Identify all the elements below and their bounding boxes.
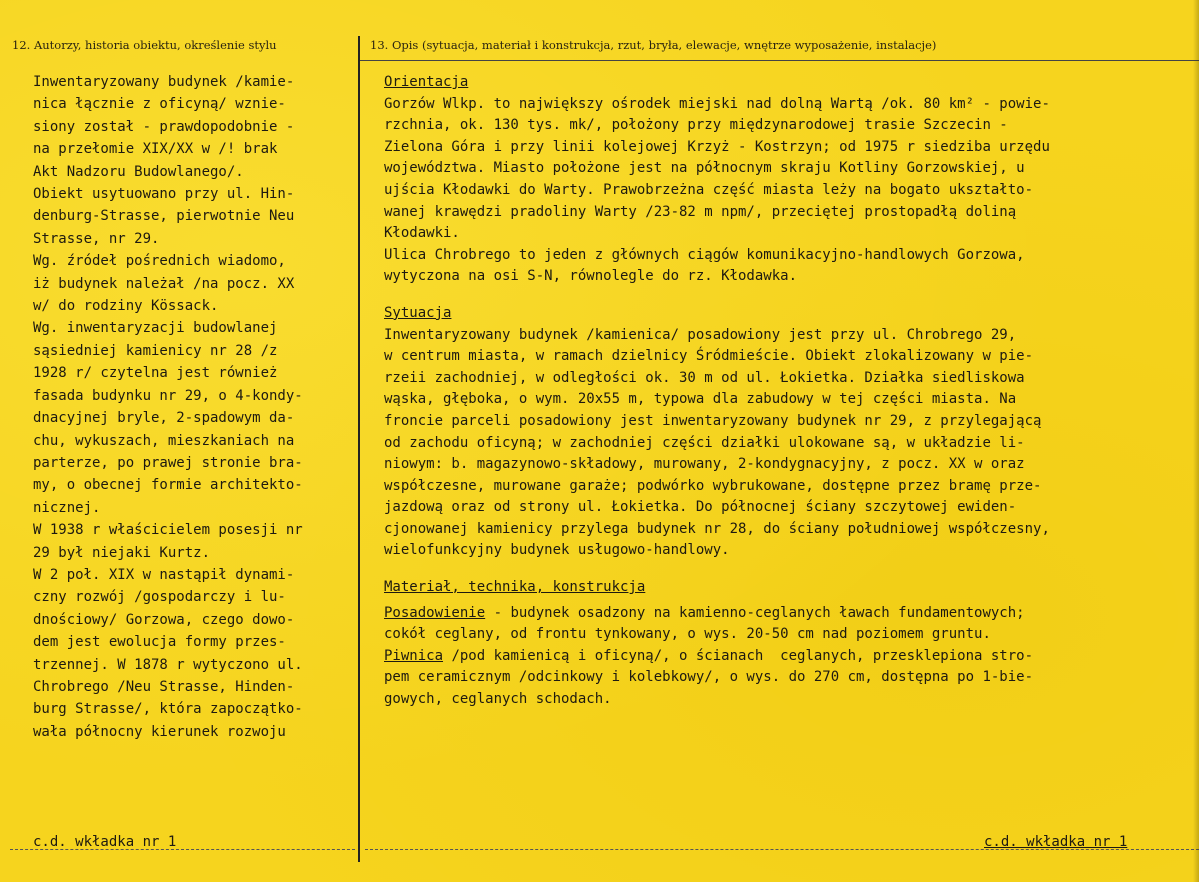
orientacja-line: Ulica Chrobrego to jeden z głównych ciągów komunikacyjno-handlowych Gorzowa, (384, 246, 1025, 263)
sytuacja-line: w centrum miasta, w ramach dzielnicy Śródmieście. Obiekt zlokalizowany w pie- (384, 348, 1034, 365)
page-edge-shadow (1193, 0, 1199, 882)
orientacja-line: Gorzów Wlkp. to największy ośrodek miejski nad dolną Wartą /ok. 80 km² - powie- (384, 95, 1050, 112)
sytuacja-line: froncie parceli posadowiony jest inwentaryzowany budynek nr 29, z przylegającą (384, 412, 1042, 429)
history-line: dem jest ewolucja formy przes- (33, 634, 286, 651)
history-line: W 2 poł. XIX w nastąpił dynami- (33, 566, 295, 583)
piwnica-line-1: Piwnica /pod kamienicą i oficyną/, o ścianach ceglanych, przesklepiona stro- (384, 647, 1034, 664)
history-line: sąsiedniej kamienicy nr 28 /z (33, 342, 278, 359)
history-line: Wg. inwentaryzacji budowlanej (33, 320, 278, 337)
history-line: nicznej. (33, 499, 101, 516)
sytuacja-line: Inwentaryzowany budynek /kamienica/ posadowiony jest przy ul. Chrobrego 29, (384, 326, 1017, 343)
history-line: w/ do rodziny Kössack. (33, 298, 219, 315)
history-line: czny rozwój /gospodarczy i lu- (33, 589, 286, 606)
history-line: dnościowy/ Gorzowa, czego dowo- (33, 611, 295, 628)
orientacja-line: Zielona Góra i przy linii kolejowej Krzyż - Kostrzyn; od 1975 r siedziba urzędu (384, 138, 1050, 155)
history-line: Inwentaryzowany budynek /kamie- (33, 74, 295, 90)
history-line: nica łącznie z oficyną/ wznie- (33, 96, 286, 113)
posadowienie-line-1: Posadowienie - budynek osadzony na kamienno-ceglanych ławach fundamentowych; (384, 604, 1025, 621)
sytuacja-text (384, 325, 1196, 563)
history-line: burg Strasse/, która zapoczątko- (33, 701, 303, 718)
continuation-note-left: c.d. wkładka nr 1 (33, 834, 177, 850)
history-line: W 1938 r właścicielem posesji nr (33, 522, 303, 539)
history-line: trzennej. W 1878 r wytyczono ul. (33, 656, 303, 673)
history-line: 1928 r/ czytelna jest również (33, 365, 278, 382)
history-line: wała północny kierunek rozwoju (33, 723, 286, 740)
sytuacja-line: wielofunkcyjny budynek usługowo-handlowy. (384, 542, 730, 559)
orientacja-line: województwa. Miasto położone jest na północnym skraju Kotliny Gorzowskiej, u (384, 160, 1025, 177)
heading-orientacja: Orientacja (384, 74, 469, 90)
header-rule (360, 60, 1199, 61)
history-line: siony został - prawdopodobnie - (33, 118, 295, 135)
sytuacja-line: jazdową oraz od strony ul. Łokietka. Do północnej ściany szczytowej ewiden- (384, 499, 1017, 516)
posadowienie-line-2: cokół ceglany, od frontu tynkowany, o wys. 20-50 cm nad poziomem gruntu. (384, 626, 991, 643)
history-line: iż budynek należał /na pocz. XX (33, 275, 295, 292)
history-line: parterze, po prawej stronie bra- (33, 454, 303, 471)
history-line: Wg. źródeł pośrednich wiadomo, (33, 253, 286, 270)
history-line: 29 był niejaki Kurtz. (33, 544, 211, 561)
continuation-note-right: c.d. wkładka nr 1 (984, 834, 1128, 850)
orientacja-line: wytyczona na osi S-N, równolegle do rz. Kłodawka. (384, 268, 798, 285)
sytuacja-line: cjonowanej kamienicy przylega budynek nr 28, do ściany południowej współczesny, (384, 520, 1050, 537)
history-line: fasada budynku nr 29, o 4-kondy- (33, 387, 303, 404)
section-12-header: 12. Autorzy, historia obiektu, określenie stylu (12, 38, 277, 52)
orientacja-line: wanej krawędzi pradoliny Warty /23-82 m npm/, przeciętej prostopadłą doliną (384, 203, 1017, 220)
sytuacja-line: współczesne, murowane garaże; podwórko wybrukowane, dostępne przez bramę prze- (384, 477, 1042, 494)
orientacja-text (384, 94, 1196, 288)
piwnica-line-3: gowych, ceglanych schodach. (384, 691, 612, 708)
history-line: denburg-Strasse, pierwotnie Neu (33, 208, 295, 225)
posadowienie-label: Posadowienie (384, 604, 486, 621)
orientacja-line: ujścia Kłodawki do Warty. Prawobrzeżna część miasta leży na bogato ukształto- (384, 181, 1034, 198)
history-column (33, 71, 359, 743)
sytuacja-line: rzeii zachodniej, w odległości ok. 30 m od ul. Łokietka. Działka siedliskowa (384, 369, 1025, 386)
history-line: na przełomie XIX/XX w /! brak (33, 141, 278, 158)
history-line: chu, wykuszach, mieszkaniach na (33, 432, 295, 449)
history-line: my, o obecnej formie architekto- (33, 477, 303, 494)
history-line: Strasse, nr 29. (33, 230, 160, 247)
piwnica-label: Piwnica (384, 647, 444, 664)
heading-sytuacja: Sytuacja (384, 304, 452, 321)
footer-dashed-rule-right (365, 849, 1199, 850)
footer-dashed-rule-left (10, 849, 355, 850)
heading-material: Materiał, technika, konstrukcja (384, 579, 646, 596)
sytuacja-line: wąska, głęboka, o wym. 20x55 m, typowa dla zabudowy w tej części miasta. Na (384, 391, 1017, 408)
orientacja-line: rzchnia, ok. 130 tys. mk/, położony przy międzynarodowej trasie Szczecin - (384, 117, 1008, 134)
history-line: Chrobrego /Neu Strasse, Hinden- (33, 678, 295, 695)
history-line: Akt Nadzoru Budowlanego/. (33, 163, 244, 180)
orientacja-line: Kłodawki. (384, 225, 460, 242)
history-line: dnacyjnej bryle, 2-spadowym da- (33, 410, 295, 427)
piwnica-line-2: pem ceramicznym /odcinkowy i kolebkowy/, o wys. do 270 cm, dostępna po 1-bie- (384, 669, 1034, 686)
sytuacja-line: niowym: b. magazynowo-składowy, murowany, 2-kondygnacyjny, z pocz. XX w oraz (384, 456, 1025, 473)
section-13-header: 13. Opis (sytuacja, materiał i konstrukcja, rzut, bryła, elewacje, wnętrze wyposażenie, instalacje) (370, 38, 937, 52)
history-line: Obiekt usytuowano przy ul. Hin- (33, 186, 295, 203)
description-column (384, 72, 1196, 711)
sytuacja-line: od zachodu oficyną; w zachodniej części działki ulokowane są, w układzie li- (384, 434, 1025, 451)
